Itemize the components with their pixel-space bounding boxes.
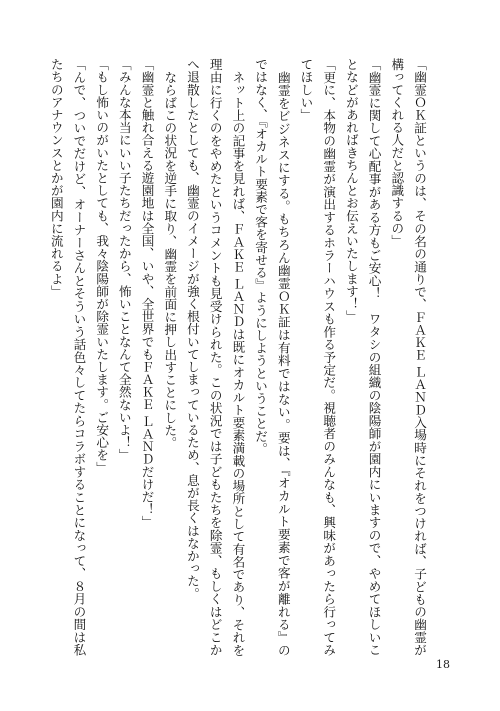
paragraph-narration: ならばこの状況を逆手に取り、幽霊を前面に押し出すことにした。 (162, 70, 178, 449)
paragraph-dialogue: 「更に、本物の幽霊が演出するホラーハウスも作る予定だ。視聴者のみんなも、興味があったら行ってみてほしい」 (298, 58, 337, 656)
paragraph-narration: 幽霊をビジネスにする。もちろん幽霊ＯＫ証は有料ではない。要は、『オカルト要素で客が離れる』のではなく、『オカルト要素で客を寄せる』ようにしようということだ。 (253, 58, 291, 656)
page-number: 18 (436, 658, 450, 671)
paragraph-dialogue: 「もし怖いのがいたとしても、我々陰陽師が除霊いたします。ご安心を」 (94, 58, 110, 474)
vertical-text-body (48, 58, 430, 656)
paragraph-narration: ネット上の記事を見れば、ＦＡＫＥ ＬＡＮＤは既にオカルト要素満載の場所として有名であり、それを理由に行くのをやめたというコメントも見受けられた。この状況では子どもたちを除霊、もしくはどこかへ退散したとしても、幽霊のイメージが強く根付いてしまっているため、息が長くはなかった。 (184, 58, 246, 656)
paragraph-dialogue: 「幽霊ＯＫ証というのは、その名の通りで、ＦＡＫＥ ＬＡＮＤ入場時にそれをつければ、子どもの幽霊が構ってくれる人だと認識するの」 (389, 58, 427, 656)
paragraph-dialogue: 「幽霊に関して心配事がある方もご安心！ ワタシの組織の陰陽師が園内にいますので、やめてほしいことなどがあればきちんとお伝えいたします！」 (343, 58, 382, 656)
paragraph-dialogue: 「幽霊と触れ合える遊園地は全国、いや、全世界でもＦＡＫＥ ＬＡＮＤだけだ！」 (139, 58, 155, 529)
paragraph-dialogue: 「みんな本当にいい子たちだったから、怖いことなんて全然ないよ！」 (116, 58, 132, 462)
paragraph-dialogue: 「んで、ついでだけど、オーナーさんとそういう話色々してたらコラボすることになって、８月の間は私たちのアナウンスとかが園内に流れるよ」 (48, 58, 87, 656)
